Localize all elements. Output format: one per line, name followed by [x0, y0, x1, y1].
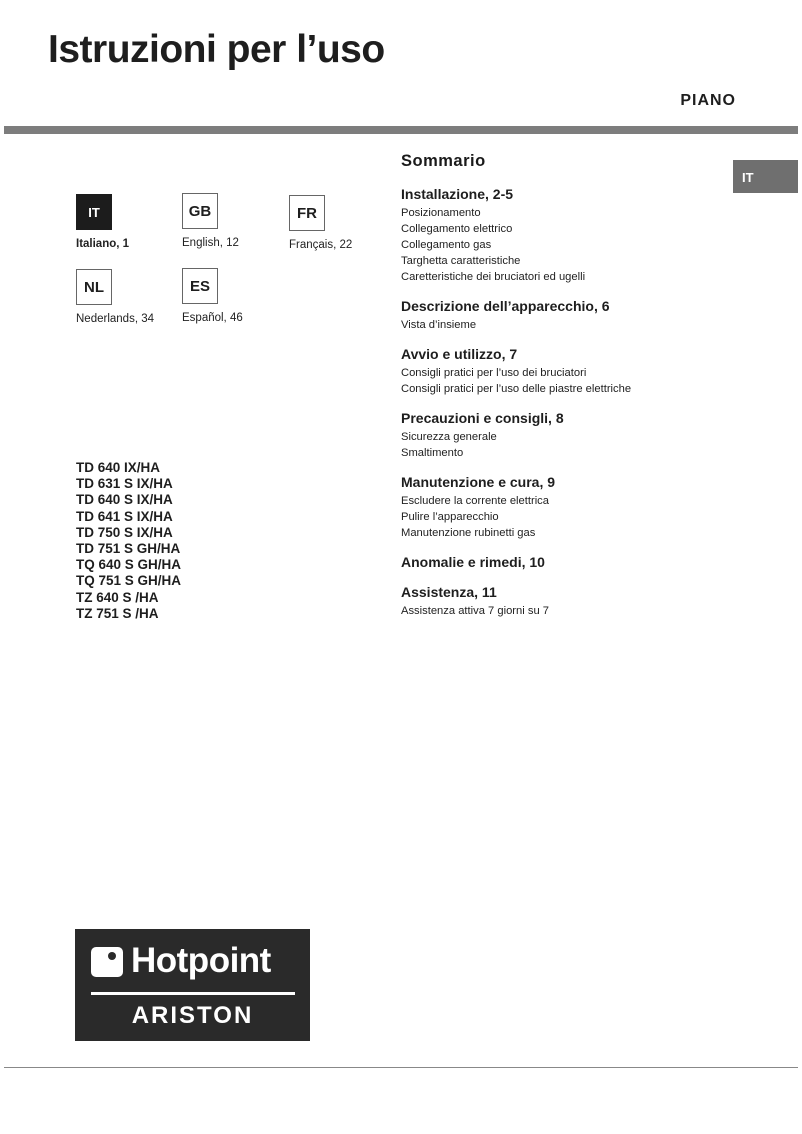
model-number: TQ 751 S GH/HA	[76, 573, 182, 589]
logo-divider	[91, 992, 295, 995]
toc-section-descrizione	[401, 298, 731, 333]
logo-sub-text: ARISTON	[131, 1002, 254, 1029]
toc-item: Collegamento gas	[401, 239, 492, 251]
language-code-box: ES	[182, 268, 218, 304]
page-title: Istruzioni per l’uso	[48, 28, 385, 71]
language-item-gb[interactable]	[182, 193, 292, 249]
model-number: TD 640 IX/HA	[76, 460, 161, 475]
toc-item: Manutenzione rubinetti gas	[401, 527, 536, 539]
toc-section-manutenzione	[401, 474, 731, 541]
toc-item: Escludere la corrente elettrica	[401, 495, 549, 507]
language-code-box: GB	[182, 193, 218, 229]
toc-section-heading[interactable]: Installazione, 2-5	[401, 186, 514, 202]
language-item-es[interactable]	[182, 268, 292, 324]
toc-section-assistenza	[401, 584, 731, 619]
toc-section-avvio	[401, 346, 731, 397]
toc-section-installazione	[401, 186, 731, 285]
model-number: TD 751 S GH/HA	[76, 541, 181, 557]
toc-item: Caretteristiche dei bruciatori ed ugelli	[401, 271, 586, 283]
toc-section-heading[interactable]: Avvio e utilizzo, 7	[401, 346, 518, 362]
language-label: Nederlands, 34	[76, 313, 154, 325]
language-label: Italiano, 1	[76, 238, 130, 250]
language-label: Français, 22	[289, 239, 353, 251]
toc-item: Vista d’insieme	[401, 319, 477, 331]
toc-item: Smaltimento	[401, 447, 464, 459]
bottom-divider	[4, 1067, 798, 1068]
toc-section-precauzioni	[401, 410, 731, 461]
toc-item: Posizionamento	[401, 207, 481, 219]
brand-mark-icon	[91, 947, 123, 977]
toc-section-heading[interactable]: Descrizione dell’apparecchio, 6	[401, 298, 610, 314]
top-divider	[4, 126, 798, 134]
toc-section-heading[interactable]: Assistenza, 11	[401, 584, 497, 600]
language-label: Español, 46	[182, 312, 243, 324]
language-item-nl[interactable]	[76, 269, 186, 325]
contents-title: Sommario	[401, 152, 486, 170]
toc-section-heading[interactable]: Precauzioni e consigli, 8	[401, 410, 564, 426]
model-number: TZ 640 S /HA	[76, 589, 159, 605]
language-code-box: NL	[76, 269, 112, 305]
toc-item: Assistenza attiva 7 giorni su 7	[401, 605, 549, 617]
toc-item: Pulire l’apparecchio	[401, 511, 499, 523]
toc-item: Targhetta caratteristiche	[401, 255, 521, 267]
model-number: TD 640 S IX/HA	[76, 492, 173, 508]
toc-item: Collegamento elettrico	[401, 223, 513, 235]
toc-section-anomalie	[401, 554, 731, 571]
toc-section-heading[interactable]: Manutenzione e cura, 9	[401, 474, 556, 490]
language-side-tab: IT	[733, 160, 798, 193]
language-code-box: IT	[76, 194, 112, 230]
model-number: TD 641 S IX/HA	[76, 508, 173, 524]
model-number: TQ 640 S GH/HA	[76, 557, 182, 573]
toc-item: Consigli pratici per l’uso delle piastre elettriche	[401, 383, 632, 395]
product-type: PIANO	[680, 92, 736, 109]
language-item-fr[interactable]	[289, 195, 399, 251]
toc-item: Sicurezza generale	[401, 431, 497, 443]
toc-item: Consigli pratici per l’uso dei bruciatori	[401, 367, 587, 379]
model-number: TD 750 S IX/HA	[76, 524, 173, 540]
table-of-contents	[401, 152, 731, 632]
language-label: English, 12	[182, 237, 239, 249]
hotpoint-ariston-logo	[75, 929, 310, 1041]
model-number: TZ 751 S /HA	[76, 605, 159, 621]
logo-brand-text: Hotpoint	[131, 941, 271, 980]
language-item-it[interactable]	[76, 194, 186, 250]
language-code-box: FR	[289, 195, 325, 231]
model-number: TD 631 S IX/HA	[76, 476, 173, 492]
model-list	[76, 460, 181, 622]
toc-section-heading[interactable]: Anomalie e rimedi, 10	[401, 554, 545, 570]
